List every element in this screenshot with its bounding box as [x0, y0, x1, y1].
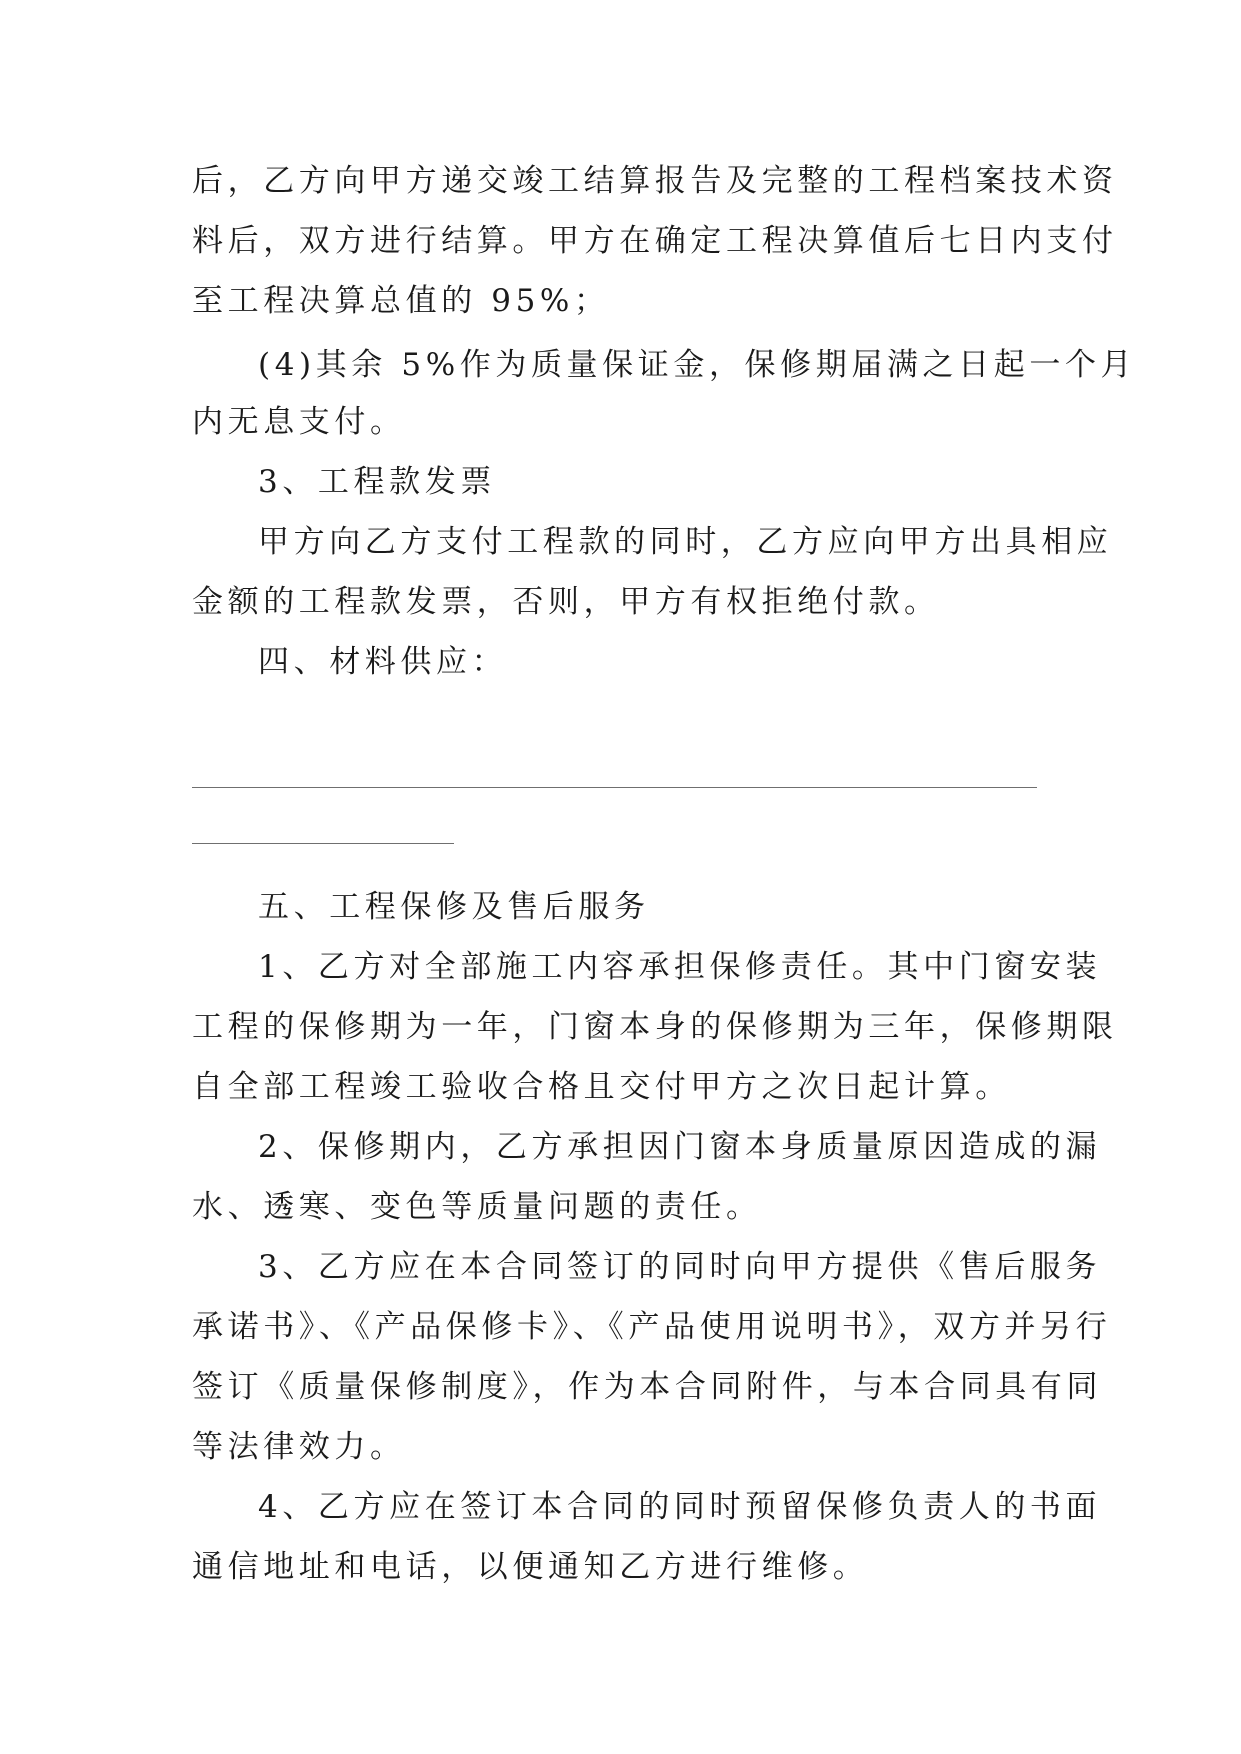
text-line: 等法律效力。	[192, 1429, 406, 1465]
text-line: 1、乙方对全部施工内容承担保修责任。其中门窗安装	[258, 949, 1102, 985]
text-line: 甲方向乙方支付工程款的同时，乙方应向甲方出具相应	[258, 524, 1113, 560]
text-line: 承诺书》、《产品保修卡》、《产品使用说明书》，双方并另行	[192, 1309, 1112, 1345]
fill-in-line	[192, 843, 454, 844]
text-line: 工程的保修期为一年，门窗本身的保修期为三年，保修期限	[192, 1009, 1118, 1045]
text-line: 3、乙方应在本合同签订的同时向甲方提供《售后服务	[258, 1249, 1102, 1285]
section-heading: 四、材料供应：	[258, 644, 508, 680]
text-line: 料后，双方进行结算。甲方在确定工程决算值后七日内支付	[192, 223, 1118, 259]
text-line: (4)其余 5%作为质量保证金，保修期届满之日起一个月	[258, 347, 1137, 383]
text-line: 通信地址和电话，以便通知乙方进行维修。	[192, 1549, 869, 1585]
section-heading: 3、工程款发票	[258, 464, 496, 500]
text-line: 4、乙方应在签订本合同的同时预留保修负责人的书面	[258, 1489, 1102, 1525]
text-line: 后，乙方向甲方递交竣工结算报告及完整的工程档案技术资	[192, 163, 1118, 199]
fill-in-line	[192, 787, 1037, 788]
text-line: 金额的工程款发票，否则，甲方有权拒绝付款。	[192, 584, 940, 620]
text-line: 签订《质量保修制度》，作为本合同附件，与本合同具有同	[192, 1369, 1103, 1405]
text-line: 水、透寒、变色等质量问题的责任。	[192, 1189, 762, 1225]
text-line: 内无息支付。	[192, 404, 406, 440]
text-line: 自全部工程竣工验收合格且交付甲方之次日起计算。	[192, 1069, 1011, 1105]
text-line: 2、保修期内，乙方承担因门窗本身质量原因造成的漏	[258, 1129, 1102, 1165]
section-heading: 五、工程保修及售后服务	[258, 889, 650, 925]
text-line: 至工程决算总值的 95%；	[192, 283, 610, 319]
